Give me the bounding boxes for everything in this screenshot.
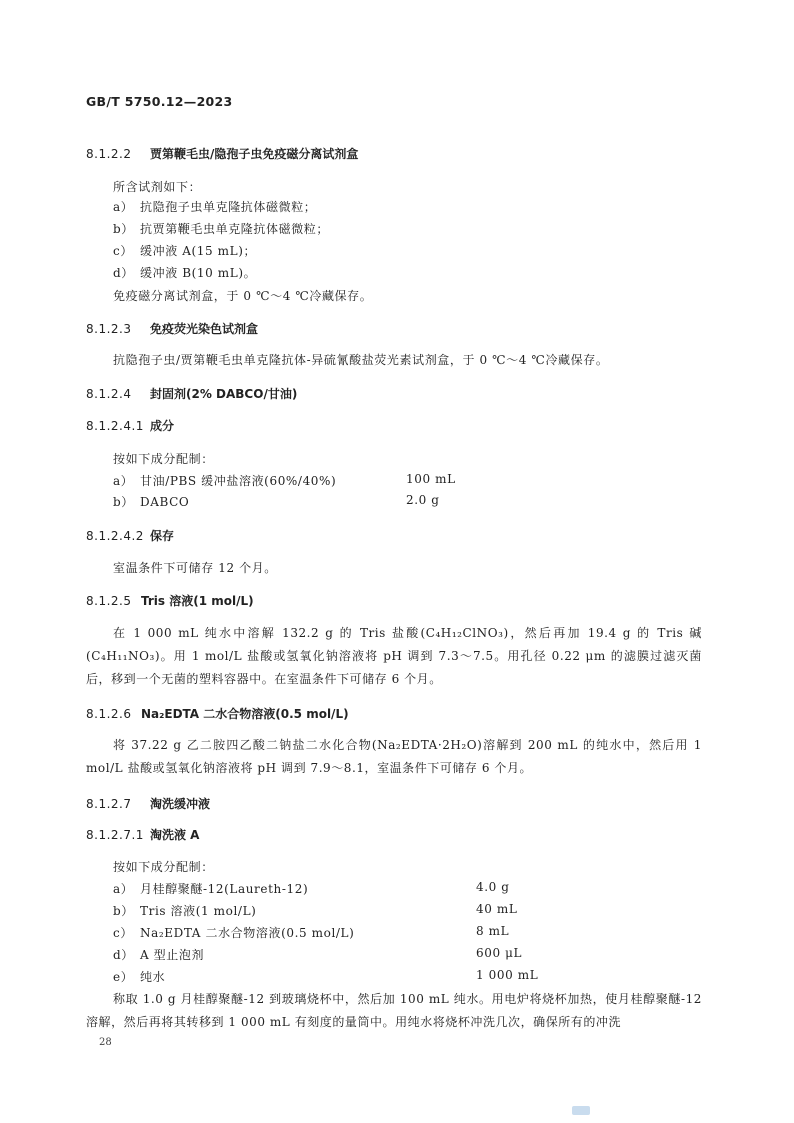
section-number: 8.1.2.6 [86,707,132,721]
amount: 4.0 g [476,880,510,894]
section-8-1-2-7-1-heading [86,826,199,843]
section-number: 8.1.2.5 [86,594,132,608]
list-item: d） A 型止泡剂 [113,948,205,962]
standard-header: GB/T 5750.12—2023 [86,94,233,109]
list-item: a） 甘油/PBS 缓冲盐溶液(60%/40%) [113,474,337,488]
section-title: Na₂EDTA 二水合物溶液(0.5 mol/L) [141,707,349,721]
section-title: 淘洗缓冲液 [150,797,211,811]
watermark-mark [572,1106,590,1115]
section-8-1-2-7-heading [86,795,210,812]
amount: 600 μL [476,946,523,960]
list-item: a） 月桂醇聚醚-12(Laureth-12) [113,882,309,896]
list-item: e） 纯水 [113,970,166,984]
composition-intro: 按如下成分配制： [113,452,214,466]
list-item: c） 缓冲液 A(15 mL)； [113,244,257,258]
section-number: 8.1.2.3 [86,322,132,336]
list-item: a） 抗隐孢子虫单克隆抗体磁微粒； [113,200,317,214]
section-title: 成分 [150,419,175,433]
storage-note: 免疫磁分离试剂盒，于 0 ℃～4 ℃冷藏保存。 [113,289,373,303]
reagent-intro: 所含试剂如下： [113,180,202,194]
paragraph: 称取 1.0 g 月桂醇聚醚-12 到玻璃烧杯中，然后加 100 mL 纯水。用电炉将烧杯加热，使月桂醇聚醚-12 溶解，然后再将其转移到 1 000 mL 有刻度的量筒中。用纯水将烧杯冲洗几次，确保所有的冲洗 [86,992,702,1029]
amount: 8 mL [476,924,510,938]
section-title: 淘洗液 A [150,828,200,842]
amount: 1 000 mL [476,968,539,982]
section-title: 贾第鞭毛虫/隐孢子虫免疫磁分离试剂盒 [150,147,359,161]
storage-note: 抗隐孢子虫/贾第鞭毛虫单克隆抗体-异硫氰酸盐荧光素试剂盒，于 0 ℃～4 ℃冷藏保存。 [113,353,609,367]
section-8-1-2-4-2-heading [86,527,174,544]
list-item: d） 缓冲液 B(10 mL)。 [113,266,257,280]
amount: 40 mL [476,902,518,916]
section-number: 8.1.2.4.2 [86,529,144,543]
section-number: 8.1.2.7 [86,797,132,811]
paragraph: 在 1 000 mL 纯水中溶解 132.2 g 的 Tris 盐酸(C₄H₁₂ClNO₃)，然后再加 19.4 g 的 Tris 碱(C₄H₁₁NO₃)。用 1 mol/L 盐酸或氢氧化钠溶液将 pH 调到 7.3～7.5。用孔径 0.22 μm 的滤膜过滤灭菌后，移到一个无菌的塑料容器中。在室温条件下可储存 6 个月。 [86,626,702,686]
section-number: 8.1.2.7.1 [86,828,144,842]
list-item: c） Na₂EDTA 二水合物溶液(0.5 mol/L) [113,926,355,940]
section-title: Tris 溶液(1 mol/L) [141,594,254,608]
section-8-1-2-2-heading [86,145,358,162]
page-number: 28 [99,1037,112,1048]
list-item: b） DABCO [113,495,190,509]
section-number: 8.1.2.4.1 [86,419,144,433]
section-title: 封固剂(2% DABCO/甘油) [150,387,298,401]
section-8-1-2-5-heading [86,592,254,609]
section-8-1-2-3-heading [86,320,258,337]
storage-note: 室温条件下可储存 12 个月。 [113,561,277,575]
section-8-1-2-4-1-heading [86,417,174,434]
amount: 2.0 g [406,493,440,507]
section-number: 8.1.2.4 [86,387,132,401]
amount: 100 mL [406,472,456,486]
section-title: 保存 [150,529,175,543]
section-8-1-2-4-heading [86,385,297,402]
paragraph: 将 37.22 g 乙二胺四乙酸二钠盐二水化合物(Na₂EDTA·2H₂O)溶解到 200 mL 的纯水中，然后用 1 mol/L 盐酸或氢氧化钠溶液将 pH 调到 7.9～8.1，室温条件下可储存 6 个月。 [86,738,702,775]
section-number: 8.1.2.2 [86,147,132,161]
composition-intro: 按如下成分配制： [113,860,214,874]
list-item: b） 抗贾第鞭毛虫单克隆抗体磁微粒； [113,222,330,236]
section-title: 免疫荧光染色试剂盒 [150,322,259,336]
section-8-1-2-6-heading [86,705,349,722]
list-item: b） Tris 溶液(1 mol/L) [113,904,257,918]
